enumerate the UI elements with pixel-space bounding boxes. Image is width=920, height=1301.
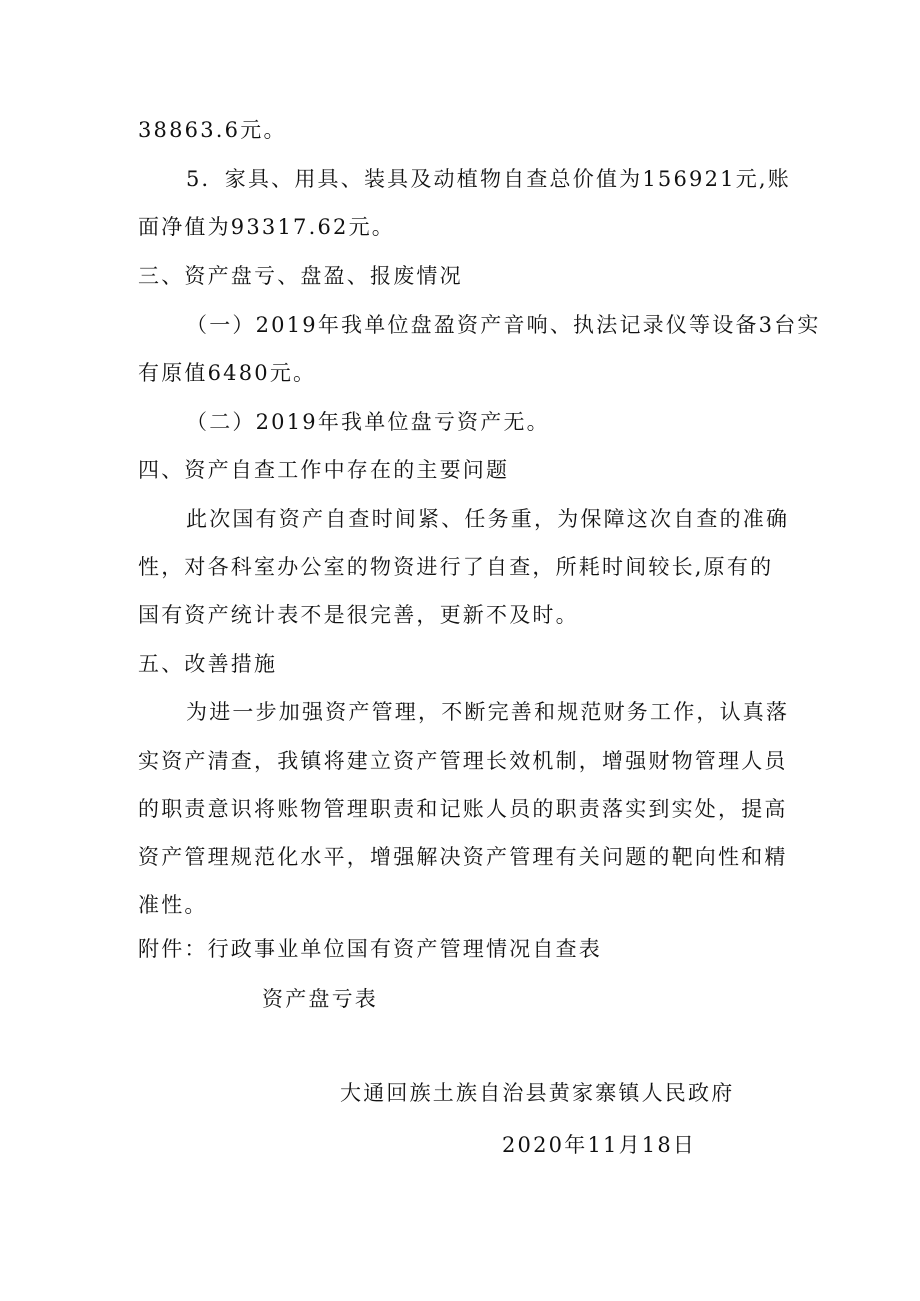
attachment-item: 资产盘亏表 — [262, 987, 378, 1011]
signature-organization: 大通回族土族自治县黄家寨镇人民政府 — [340, 1081, 735, 1105]
body-line-2: 5．家具、用具、装具及动植物自查总价值为156921元,账 — [186, 167, 791, 191]
body-line-7: （二）2019年我单位盘亏资产无。 — [186, 410, 550, 434]
body-line-3: 面净值为93317.62元。 — [138, 215, 396, 239]
body-line-1: 38863.6元。 — [138, 118, 287, 142]
body-line-15: 的职责意识将账物管理职责和记账人员的职责落实到实处，提高 — [138, 797, 788, 821]
body-line-10: 性，对各科室办公室的物资进行了自查，所耗时间较长,原有的 — [138, 555, 774, 579]
body-line-5: （一）2019年我单位盘盈资产音响、执法记录仪等设备3台实 — [186, 313, 821, 337]
signature-date: 2020年11月18日 — [502, 1133, 697, 1157]
attachment-label: 附件：行政事业单位国有资产管理情况自查表 — [138, 937, 602, 961]
body-line-13: 为进一步加强资产管理，不断完善和规范财务工作，认真落 — [186, 700, 790, 724]
body-line-9: 此次国有资产自查时间紧、任务重，为保障这次自查的准确 — [186, 507, 790, 531]
section-heading-5: 五、改善措施 — [138, 652, 278, 676]
body-line-11: 国有资产统计表不是很完善，更新不及时。 — [138, 603, 579, 627]
body-line-14: 实资产清查，我镇将建立资产管理长效机制，增强财物管理人员 — [138, 749, 788, 773]
section-heading-4: 四、资产自查工作中存在的主要问题 — [138, 458, 510, 482]
body-line-6: 有原值6480元。 — [138, 361, 317, 385]
section-heading-3: 三、资产盘亏、盘盈、报废情况 — [138, 264, 463, 288]
body-line-16: 资产管理规范化水平，增强解决资产管理有关问题的靶向性和精 — [138, 845, 788, 869]
body-line-17: 准性。 — [138, 893, 208, 917]
